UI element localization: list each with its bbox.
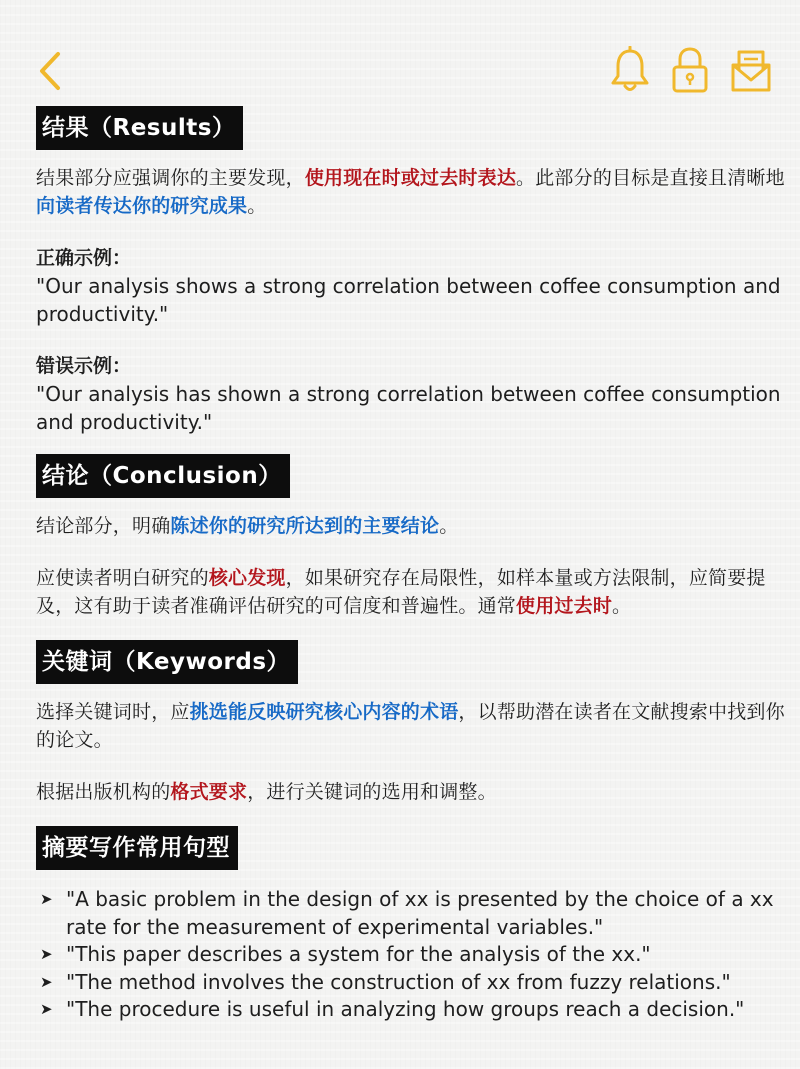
conclusion-description-1 (36, 512, 788, 540)
section-heading-results: 结果（Results） (36, 106, 243, 150)
emphasis-red: 核心发现 (208, 567, 286, 589)
phrase-list (36, 886, 788, 1024)
correct-example-label: 正确示例： (36, 247, 132, 269)
emphasis-red: 格式要求 (170, 781, 248, 803)
lock-icon[interactable] (668, 46, 712, 94)
text-run: ，如果研究存在局限性，如样本量或方法限制，应简要提及，这有助于读者准确评估研究的可信度和普遍性。通常 (36, 567, 766, 617)
emphasis-blue: 挑选能反映研究核心内容的术语 (189, 701, 459, 723)
list-item-text: "This paper describes a system for the analysis of the xx." (66, 942, 651, 966)
emphasis-blue: 陈述你的研究所达到的主要结论 (170, 515, 440, 537)
article-content (36, 106, 788, 1024)
mail-icon[interactable] (730, 46, 772, 94)
emphasis-red: 使用现在时或过去时表达 (304, 167, 517, 189)
emphasis-red: 使用过去时 (516, 595, 613, 617)
text-run: 。 (247, 195, 267, 217)
text-run: 。 (439, 515, 459, 537)
text-run: ，以帮助潜在读者在文献搜索中找到你的论文。 (36, 701, 785, 751)
keywords-description-1 (36, 698, 788, 754)
chevron-left-icon[interactable] (32, 48, 72, 94)
bullet-arrow-icon: ➤ (40, 972, 53, 991)
text-run: 。此部分的目标是直接且清晰地 (516, 167, 785, 189)
text-run: 选择关键词时，应 (36, 701, 190, 723)
top-toolbar (0, 0, 800, 110)
text-run: 结果部分应强调你的主要发现， (36, 167, 305, 189)
keywords-description-2 (36, 778, 788, 806)
section-heading-keywords: 关键词（Keywords） (36, 640, 298, 684)
bell-icon[interactable] (608, 46, 652, 94)
conclusion-description-2 (36, 564, 788, 620)
section-heading-phrases: 摘要写作常用句型 (36, 826, 238, 870)
list-item-text: "A basic problem in the design of xx is presented by the choice of a xx rate for the measurement of experimental variables." (66, 887, 774, 939)
text-run: 根据出版机构的 (36, 781, 171, 803)
text-run: 应使读者明白研究的 (36, 567, 209, 589)
text-run: 。 (612, 595, 632, 617)
list-item-text: "The method involves the construction of xx from fuzzy relations." (66, 969, 731, 994)
list-item (36, 941, 788, 969)
list-item (36, 886, 788, 941)
text-run: ，进行关键词的选用和调整。 (247, 781, 497, 803)
correct-example-text: "Our analysis shows a strong correlation between coffee consumption and productivity." (36, 274, 781, 326)
wrong-example-label: 错误示例： (36, 355, 132, 377)
list-item (36, 996, 788, 1024)
emphasis-blue: 向读者传达你的研究成果 (36, 195, 248, 217)
list-item-text: "The procedure is useful in analyzing how groups reach a decision." (66, 997, 745, 1021)
bullet-arrow-icon: ➤ (40, 945, 53, 963)
bullet-arrow-icon: ➤ (40, 1000, 53, 1018)
bullet-arrow-icon: ➤ (40, 890, 53, 908)
results-description (36, 164, 788, 220)
wrong-example-text: "Our analysis has shown a strong correlation between coffee consumption and productivity." (36, 382, 781, 434)
section-heading-conclusion: 结论（Conclusion） (36, 454, 290, 498)
text-run: 结论部分，明确 (36, 515, 171, 537)
list-item (36, 969, 788, 997)
